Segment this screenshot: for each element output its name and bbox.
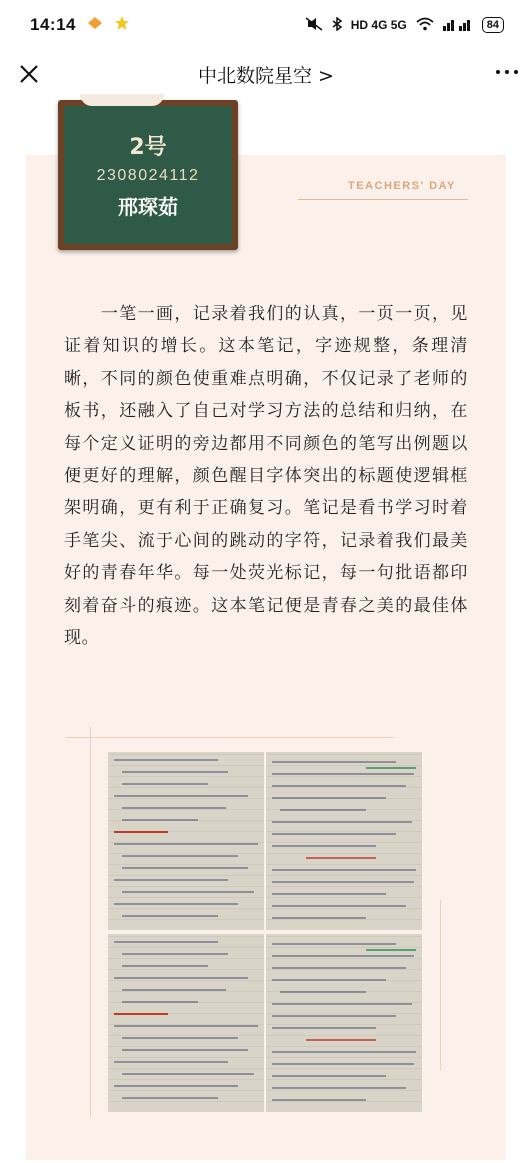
note-photo-bottom-right[interactable] (266, 934, 422, 1112)
wifi-icon (416, 17, 434, 34)
blackboard-surface (64, 106, 232, 244)
mute-icon (305, 17, 323, 34)
status-left (30, 15, 130, 36)
notes-photo-collage[interactable] (108, 752, 422, 1112)
paragraph-text: 一笔一画，记录着我们的认真，一页一页，见证着知识的增长。这本笔记，字迹规整，条理清晰，不同的颜色使重难点明确，不仅记录了老师的板书，还融入了自己对学习方法的总结和归纳，在每个定义证明的旁边都用不同颜色的笔写出例题以便更好的理解，颜色醒目字体突出的标题使逻辑框架明确，更有利于正确复习。笔记是看书学习时着手笔尖、流于心间的跳动的字符，记录着我们最美好的青春年华。每一处荧光标记，每一句批语都印刻着奋斗的痕迹。这本笔记便是青春之美的最佳体现。 (64, 304, 469, 649)
blackboard (58, 100, 238, 250)
more-icon[interactable] (496, 70, 518, 74)
student-id: 2308024112 (96, 167, 200, 184)
note-photo-top-right[interactable] (266, 752, 422, 930)
handwriting-image (108, 752, 264, 930)
handwriting-image (108, 934, 264, 1112)
decor-line-vertical-left (90, 727, 91, 1117)
status-time: 14:14 (30, 15, 76, 34)
star-icon (114, 15, 130, 36)
student-name: 邢琛茹 (118, 195, 178, 219)
note-photo-top-left[interactable] (108, 752, 264, 930)
decor-line-vertical-right (440, 900, 441, 1070)
decor-line-horizontal (66, 737, 394, 738)
status-bar (0, 0, 532, 50)
teachers-day-label: TEACHERS' DAY (348, 180, 456, 192)
article-paragraph (64, 298, 468, 654)
note-photo-bottom-left[interactable] (108, 934, 264, 1112)
battery-icon: 84 (482, 17, 504, 33)
signal-bars-icon (443, 17, 473, 34)
bluetooth-icon (332, 17, 342, 34)
handwriting-image (266, 934, 422, 1112)
student-number: 2号 (129, 135, 167, 160)
status-right (305, 17, 504, 34)
blackboard-hanger (80, 94, 164, 106)
account-title-link[interactable]: 中北数院星空 > (198, 64, 334, 87)
handwriting-image (266, 752, 422, 930)
signal-labels: HD 4G 5G (350, 18, 407, 32)
nav-bar (0, 50, 532, 98)
close-icon[interactable] (16, 61, 42, 87)
app-notification-icon (86, 16, 104, 35)
teachers-day-underline (298, 199, 468, 200)
